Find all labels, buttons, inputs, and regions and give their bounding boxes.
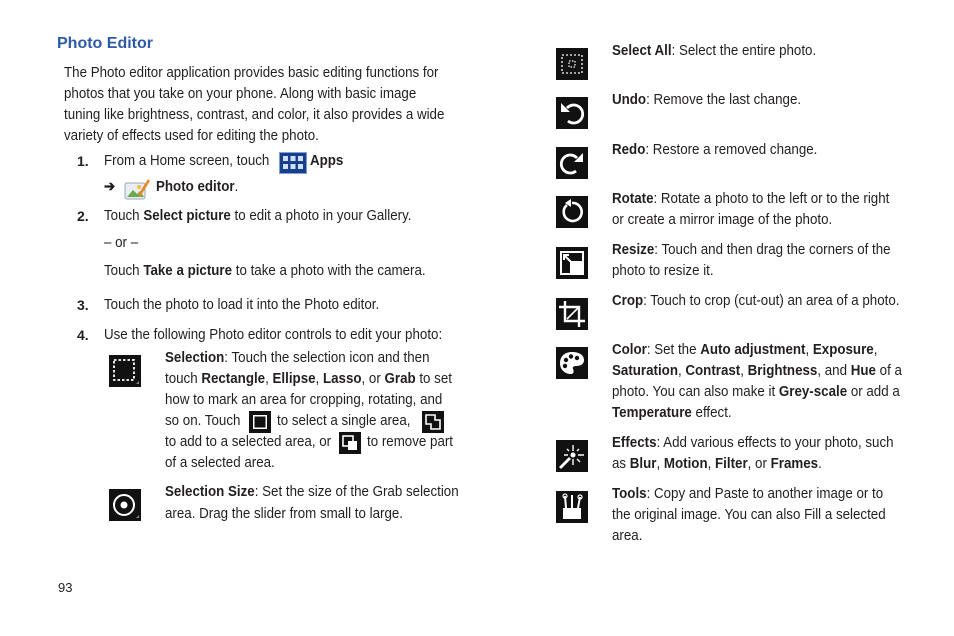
selection-size-icon xyxy=(109,489,141,521)
rotate-icon xyxy=(556,196,588,228)
effects-text-2: as Blur, Motion, Filter, or Frames. xyxy=(612,456,822,472)
photo-editor-app-icon xyxy=(124,177,150,206)
crop-text: Crop: Touch to crop (cut-out) an area of a photo. xyxy=(612,293,900,309)
add-area-icon xyxy=(422,411,444,433)
photo-editor-label: Photo editor. xyxy=(156,179,239,195)
select-all-icon xyxy=(556,48,588,80)
apps-label: Apps xyxy=(310,153,344,169)
selection-icon xyxy=(109,355,141,387)
effects-wand-icon xyxy=(556,440,588,472)
step-4-number: 4. xyxy=(77,327,89,343)
step-1-text: From a Home screen, touch xyxy=(104,153,270,169)
selection-line-1: Selection: Touch the selection icon and then xyxy=(165,350,430,366)
selection-line-2: touch Rectangle, Ellipse, Lasso, or Grab to set xyxy=(165,371,452,387)
intro-line-2: photos that you take on your phone. Along with basic image xyxy=(64,86,417,102)
step-2-alt-text: Touch Take a picture to take a photo with the camera. xyxy=(104,263,426,279)
undo-text: Undo: Remove the last change. xyxy=(612,92,802,108)
color-text-3: photo. You can also make it Grey-scale or add a xyxy=(612,384,900,400)
resize-text-2: photo to resize it. xyxy=(612,263,714,279)
color-text-1: Color: Set the Auto adjustment, Exposure, xyxy=(612,342,878,358)
tools-text-3: area. xyxy=(612,528,643,544)
rotate-text-1: Rotate: Rotate a photo to the left or to the right xyxy=(612,191,890,207)
selection-line-5b: to remove part xyxy=(367,434,454,450)
step-1-number: 1. xyxy=(77,153,89,169)
single-area-icon xyxy=(249,411,271,433)
resize-icon xyxy=(556,247,588,279)
rotate-text-2: or create a mirror image of the photo. xyxy=(612,212,833,228)
selection-line-3: how to mark an area for cropping, rotating, and xyxy=(165,392,443,408)
remove-area-icon xyxy=(339,432,361,454)
intro-line-4: variety of effects used for editing the photo. xyxy=(64,128,319,144)
step-3-number: 3. xyxy=(77,297,89,313)
resize-text-1: Resize: Touch and then drag the corners of the xyxy=(612,242,891,258)
color-text-4: Temperature effect. xyxy=(612,405,732,421)
intro-line-1: The Photo editor application provides basic editing functions for xyxy=(64,65,439,81)
page-number: 93 xyxy=(58,580,73,595)
selection-size-line-1: Selection Size: Set the size of the Grab selection xyxy=(165,484,459,500)
selection-line-4a: so on. Touch xyxy=(165,413,241,429)
tools-text-2: the original image. You can also Fill a selected xyxy=(612,507,886,523)
arrow-glyph: ➔ xyxy=(104,179,116,195)
section-heading: Photo Editor xyxy=(57,35,153,52)
color-text-2: Saturation, Contrast, Brightness, and Hue of a xyxy=(612,363,902,379)
redo-text: Redo: Restore a removed change. xyxy=(612,142,818,158)
selection-line-5a: to add to a selected area, or xyxy=(165,434,332,450)
step-4-text: Use the following Photo editor controls to edit your photo: xyxy=(104,327,443,343)
effects-text-1: Effects: Add various effects to your photo, such xyxy=(612,435,894,451)
or-separator: – or – xyxy=(104,235,139,251)
step-2-text: Touch Select picture to edit a photo in your Gallery. xyxy=(104,208,412,224)
selection-size-line-2: area. Drag the slider from small to large. xyxy=(165,506,403,522)
crop-icon xyxy=(556,298,588,330)
palette-icon xyxy=(556,347,588,379)
apps-grid-icon xyxy=(279,152,307,174)
tools-icon xyxy=(556,491,588,523)
step-3-text: Touch the photo to load it into the Photo editor. xyxy=(104,297,380,313)
select-all-text: Select All: Select the entire photo. xyxy=(612,43,817,59)
undo-icon xyxy=(556,97,588,129)
intro-line-3: tuning like brightness, contrast, and color, it also provides a wide xyxy=(64,107,445,123)
redo-icon xyxy=(556,147,588,179)
step-2-number: 2. xyxy=(77,208,89,224)
selection-line-4b: to select a single area, xyxy=(277,413,411,429)
tools-text-1: Tools: Copy and Paste to another image or to xyxy=(612,486,884,502)
selection-line-6: of a selected area. xyxy=(165,455,275,471)
